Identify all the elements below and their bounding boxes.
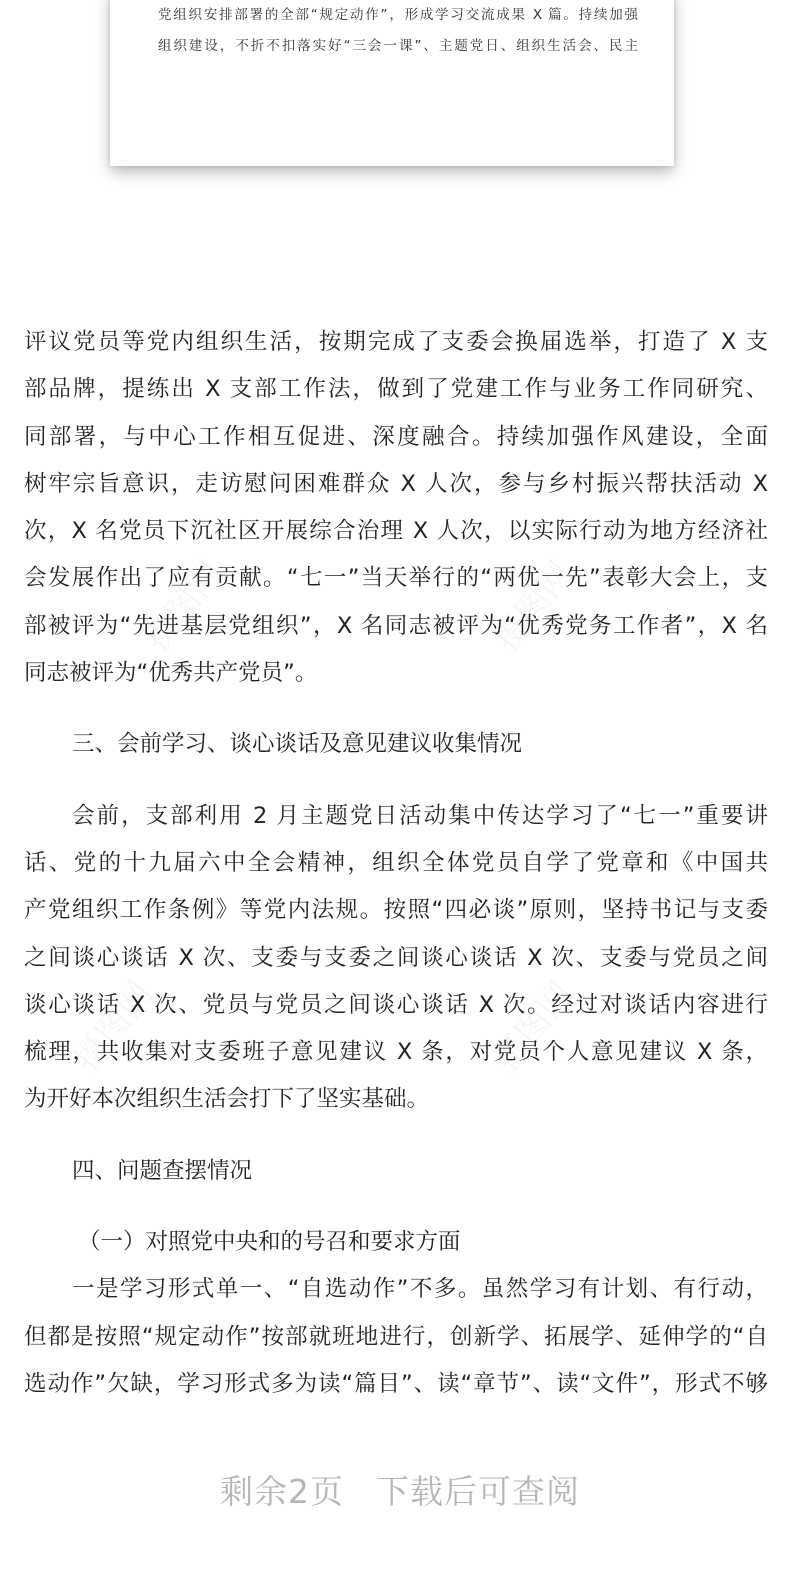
subsection-heading: （一）对照党中央和的号召和要求方面: [78, 1229, 461, 1256]
watermark: 摄图网: [136, 554, 231, 660]
section-heading-3: 三、会前学习、谈心谈话及意见建议收集情况: [72, 731, 523, 758]
watermark: 摄图网: [66, 974, 161, 1080]
paragraph-line: 部品牌，提练出 X 支部工作法，做到了党建工作与业务工作同研究、: [24, 376, 768, 403]
paragraph-line: 话、党的十九届六中全会精神，组织全体党员自学了党章和《中国共: [24, 849, 768, 876]
watermark: 摄图网: [486, 974, 581, 1080]
remaining-pages-label: 剩余2页: [220, 1472, 344, 1511]
paragraph-line: 树牢宗旨意识，走访慰问困难群众 X 人次，参与乡村振兴帮扶活动 X: [24, 470, 768, 497]
paragraph-line: 评议党员等党内组织生活，按期完成了支委会换届选举，打造了 X 支: [24, 329, 768, 355]
paragraph-line: 会前，支部利用 2 月主题党日活动集中传达学习了“七一”重要讲: [72, 802, 768, 829]
preview-card-text: [158, 0, 638, 62]
paragraph-line: 同志被评为“优秀共产党员”。: [24, 660, 318, 687]
paragraph-line: 部被评为“先进基层党组织”，X 名同志被评为“优秀党务工作者”，X 名: [24, 612, 768, 639]
document-body: [24, 319, 768, 1408]
paragraph-line: 会发展作出了应有贡献。“七一”当天举行的“两优一先”表彰大会上，支: [24, 565, 768, 592]
paragraph-line: 为开好本次组织生活会打下了坚实基础。: [24, 1086, 430, 1113]
paragraph-line: 同部署，与中心工作相互促进、深度融合。持续加强作风建设，全面: [24, 423, 768, 450]
paragraph-line: 一是学习形式单一、“自选动作”不多。虽然学习有计划、有行动，: [72, 1276, 768, 1303]
paragraph-line: 梳理，共收集对支委班子意见建议 X 条，对党员个人意见建议 X 条，: [24, 1039, 768, 1066]
paragraph-line: 之间谈心谈话 X 次、支委与支委之间谈心谈话 X 次、支委与党员之间: [24, 944, 768, 971]
document-preview-card: [110, 0, 674, 166]
paragraph-line: 谈心谈话 X 次、党员与党员之间谈心谈话 X 次。经过对谈话内容进行: [24, 991, 768, 1018]
section-heading-4: 四、问题查摆情况: [72, 1157, 253, 1184]
paragraph-line: 次，X 名党员下沉社区开展综合治理 X 人次，以实际行动为地方经济社: [24, 518, 768, 545]
paragraph-line: 产党组织工作条例》等党内法规。按照“四必谈”原则，坚持书记与支委: [24, 897, 768, 924]
watermark: 摄图网: [486, 554, 581, 660]
paragraph-line: 但都是按照“规定动作”按部就班地进行，创新学、拓展学、延伸学的“自: [24, 1323, 768, 1350]
preview-line: 党组织安排部署的全部“规定动作”，形成学习交流成果 X 篇。持续加强: [158, 7, 638, 23]
download-prompt[interactable]: [0, 1466, 800, 1513]
preview-line: 组织建设，不折不扣落实好“三会一课”、主题党日、组织生活会、民主: [158, 38, 638, 54]
paragraph-line: 选动作”欠缺，学习形式多为读“篇目”、读“章节”、读“文件”，形式不够: [24, 1370, 768, 1397]
download-to-view-label: 下载后可查阅: [376, 1472, 580, 1511]
